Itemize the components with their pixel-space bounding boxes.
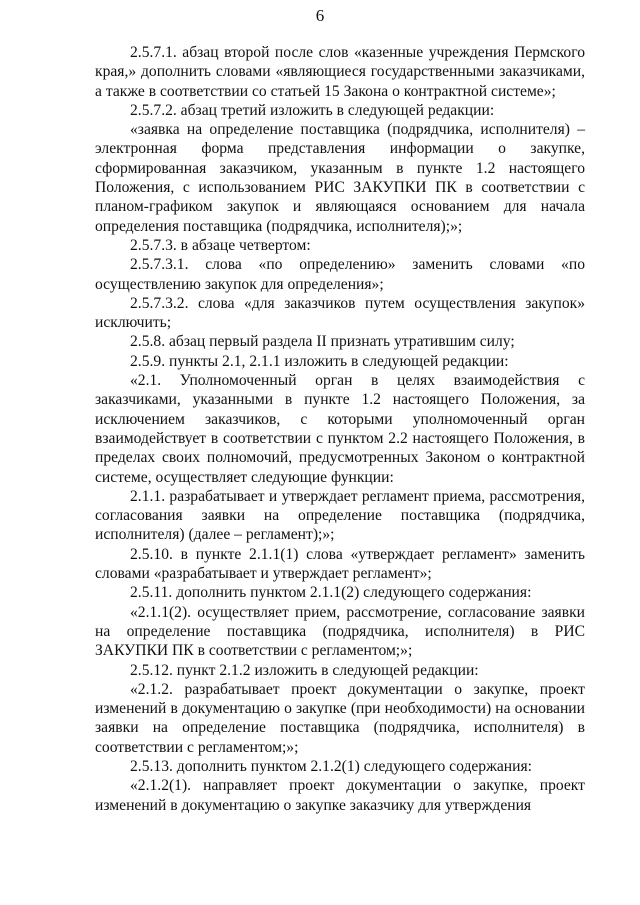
- paragraph-2-5-7-1: 2.5.7.1. абзац второй после слов «казенные учреждения Пермского края,» дополнить словами «являющиеся государственными заказчиками, а также в соответствии со статьей 15 Закона о контрактной системе»;: [95, 44, 585, 100]
- paragraph-quoted-2-1-2: «2.1.2. разрабатывает проект документации о закупке, проект изменений в документацию о закупке (при необходимости) на основании заявки на определение поставщика (подрядчика, исполнителя) в соответствии с регламентом;»;: [95, 680, 585, 756]
- paragraph-quoted-2-1-1-2: «2.1.1(2). осуществляет прием, рассмотрение, согласование заявки на определение поставщика (подрядчика, исполнителя) в РИС ЗАКУПКИ ПК в соответствии с регламентом;»;: [95, 603, 585, 660]
- page-number: 6: [315, 6, 325, 25]
- paragraph-2-5-10: 2.5.10. в пункте 2.1.1(1) слова «утверждает регламент» заменить словами «разрабатывает и утверждает регламент»;: [95, 545, 585, 583]
- paragraph-2-5-7-3: 2.5.7.3. в абзаце четвертом:: [130, 236, 311, 254]
- paragraph-2-5-7-3-1: 2.5.7.3.1. слова «по определению» заменить словами «по осуществлению закупок для определения»;: [95, 256, 585, 293]
- paragraph-2-5-11: 2.5.11. дополнить пунктом 2.1.1(2) следующего содержания:: [130, 584, 532, 602]
- paragraph-2-5-8: 2.5.8. абзац первый раздела II признать утратившим силу;: [130, 333, 515, 351]
- paragraph-2-5-9: 2.5.9. пункты 2.1, 2.1.1 изложить в следующей редакции:: [130, 352, 509, 370]
- paragraph-2-5-7-2: 2.5.7.2. абзац третий изложить в следующей редакции:: [130, 101, 495, 119]
- paragraph-2-5-7-3-2: 2.5.7.3.2. слова «для заказчиков путем осуществления закупок» исключить;: [95, 294, 585, 332]
- paragraph-quoted-2-1: «2.1. Уполномоченный орган в целях взаимодействия с заказчиками, указанными в пункте 1.2 настоящего Положения, за исключением заказчиков, с которыми уполномоченный орган взаимодействует в соответствии с пунктом 2.2 настоящего Положения, в пределах своих полномочий, предусмотренных Законом о контрактной системе, осуществляет следующие функции:: [95, 372, 585, 486]
- paragraph-quoted-application-definition: «заявка на определение поставщика (подрядчика, исполнителя) – электронная форма представления информации о закупке, сформированная заказчиком, указанным в пункте 1.2 настоящего Положения, с использованием РИС ЗАКУПКИ ПК в соответствии с планом-графиком закупок и являющаяся основанием для начала определения поставщика (подрядчика, исполнителя);»;: [95, 121, 585, 235]
- paragraph-quoted-2-1-2-1: «2.1.2(1). направляет проект документации о закупке, проект изменений в документацию о закупке заказчику для утверждения: [95, 777, 585, 814]
- paragraph-2-5-12: 2.5.12. пункт 2.1.2 изложить в следующей редакции:: [130, 661, 479, 679]
- paragraph-quoted-2-1-1: 2.1.1. разрабатывает и утверждает регламент приема, рассмотрения, согласования заявки на определение поставщика (подрядчика, исполнителя) (далее – регламент);»;: [95, 487, 585, 544]
- document-body: [95, 43, 585, 815]
- paragraph-2-5-13: 2.5.13. дополнить пунктом 2.1.2(1) следующего содержания:: [130, 757, 532, 775]
